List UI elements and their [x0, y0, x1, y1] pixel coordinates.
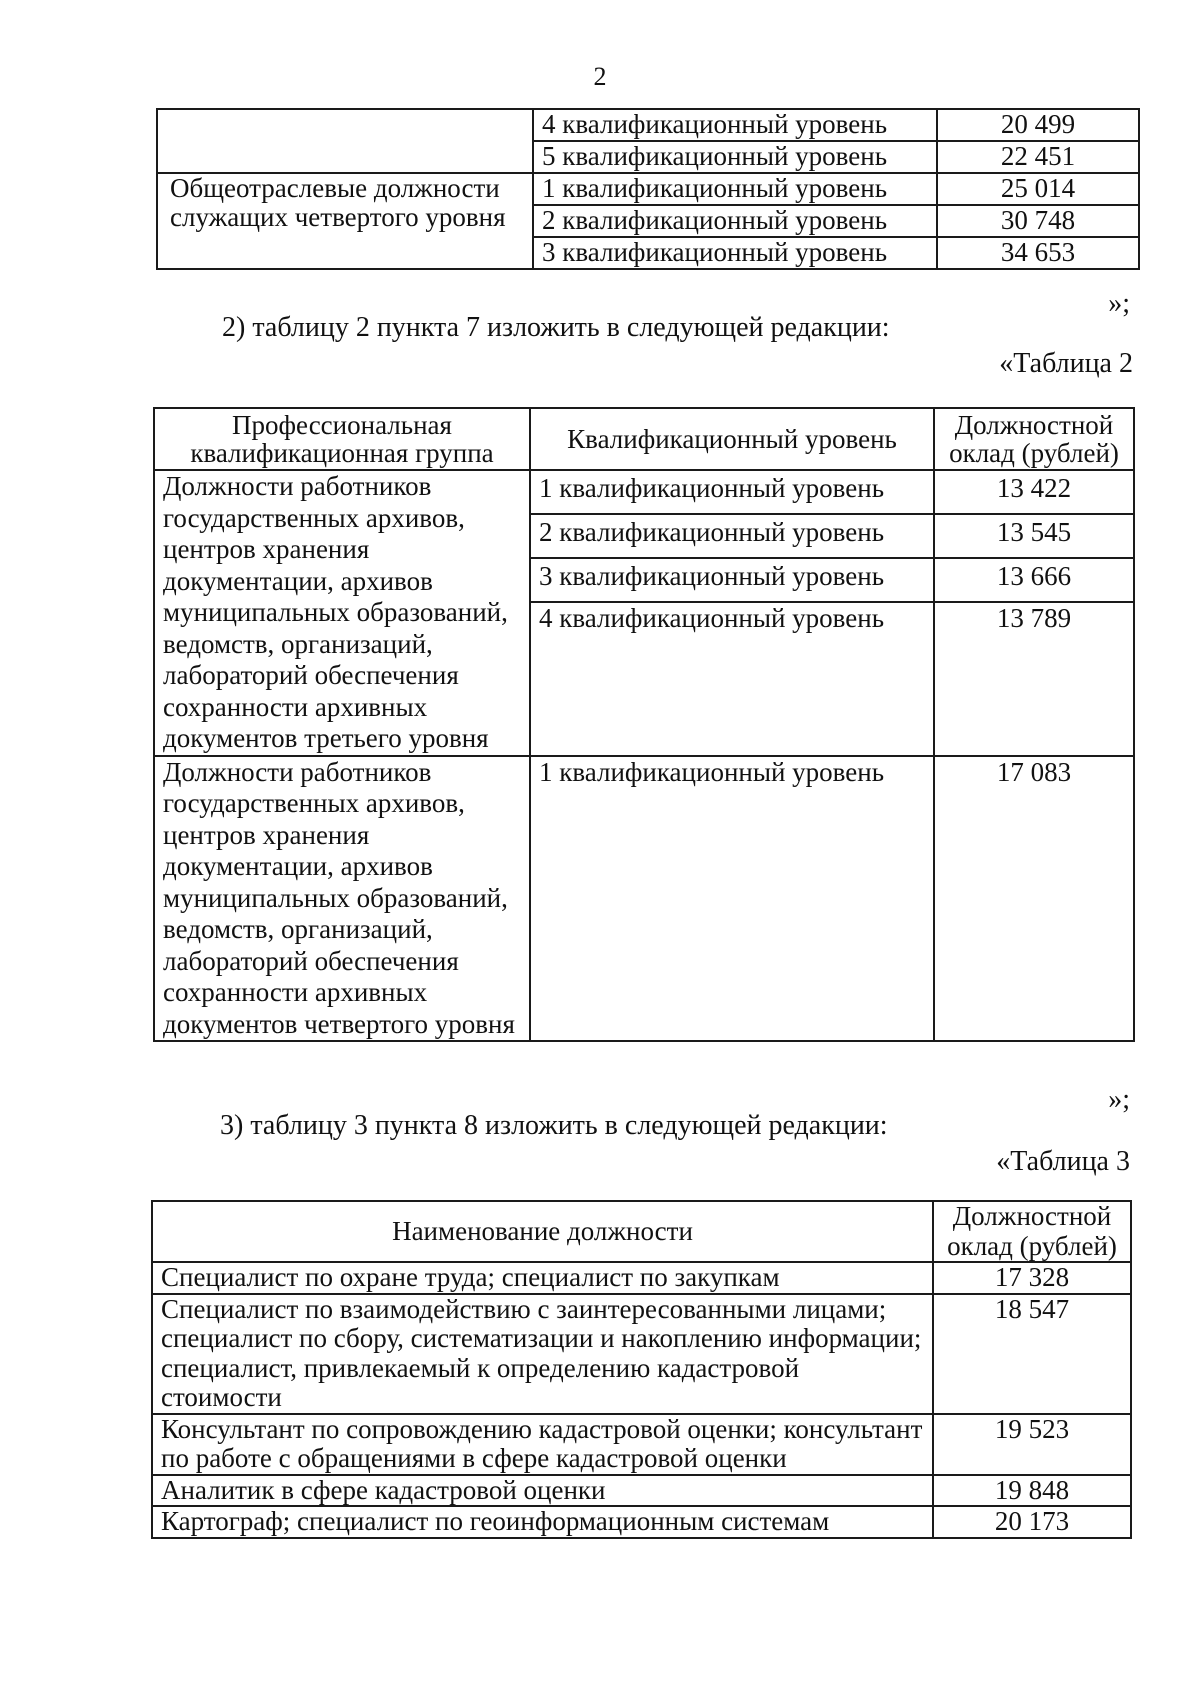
table-cell-level: 1 квалификационный уровень — [530, 756, 934, 1042]
table-cell-level: 3 квалификационный уровень — [530, 558, 934, 602]
salary-table-2 — [153, 407, 1135, 1042]
table-row — [152, 1294, 1131, 1414]
page-number: 2 — [593, 62, 607, 91]
paragraph-3: 3) таблицу 3 пункта 8 изложить в следующей редакции: — [220, 1110, 888, 1141]
table-row — [157, 173, 1139, 205]
table-row — [152, 1262, 1131, 1294]
table-cell-level: 5 квалификационный уровень — [533, 141, 937, 173]
table-cell-group: Общеотраслевые должности служащих четвертого уровня — [157, 173, 533, 269]
table-row — [154, 756, 1134, 1042]
table-cell-salary: 30 748 — [937, 205, 1139, 237]
table3-caption: «Таблица 3 — [996, 1146, 1130, 1177]
column-header-position: Наименование должности — [152, 1201, 933, 1262]
closing-quote-2: »; — [1108, 1084, 1130, 1115]
table-cell-salary: 13 789 — [934, 602, 1134, 756]
table-row — [152, 1475, 1131, 1507]
salary-table-continuation — [156, 108, 1140, 270]
table-cell-position: Картограф; специалист по геоинформационным системам — [152, 1506, 933, 1538]
table-cell-salary: 13 666 — [934, 558, 1134, 602]
table-row — [154, 470, 1134, 514]
table-cell-level: 2 квалификационный уровень — [530, 514, 934, 558]
table-cell-salary: 18 547 — [933, 1294, 1131, 1414]
table-row — [152, 1414, 1131, 1475]
table-cell-group: Должности работников государственных архивов, центров хранения документации, архивов муниципальных образований, ведомств, организаций, лабораторий обеспечения сохранности архивных документов четвертого уровня — [154, 756, 530, 1042]
column-header-level: Квалификационный уровень — [530, 408, 934, 470]
table-cell-salary: 22 451 — [937, 141, 1139, 173]
table-cell-level: 1 квалификационный уровень — [533, 173, 937, 205]
table-cell-group: Должности работников государственных архивов, центров хранения документации, архивов муниципальных образований, ведомств, организаций, лабораторий обеспечения сохранности архивных документов третьего уровня — [154, 470, 530, 756]
table-cell-position: Специалист по охране труда; специалист по закупкам — [152, 1262, 933, 1294]
table-cell-level: 2 квалификационный уровень — [533, 205, 937, 237]
table-row — [157, 109, 1139, 141]
salary-table-3 — [151, 1200, 1132, 1539]
paragraph-2: 2) таблицу 2 пункта 7 изложить в следующей редакции: — [222, 312, 890, 343]
table-header-row — [152, 1201, 1131, 1262]
closing-quote-1: »; — [1108, 288, 1130, 319]
table-row — [152, 1506, 1131, 1538]
table-cell-empty — [157, 109, 533, 173]
table-cell-salary: 20 173 — [933, 1506, 1131, 1538]
table-cell-salary: 25 014 — [937, 173, 1139, 205]
table-cell-salary: 13 545 — [934, 514, 1134, 558]
table-cell-position: Специалист по взаимодействию с заинтересованными лицами; специалист по сбору, систематизации и накоплению информации; специалист, привлекаемый к определению кадастровой стоимости — [152, 1294, 933, 1414]
table-cell-position: Консультант по сопровождению кадастровой оценки; консультант по работе с обращениями в сфере кадастровой оценки — [152, 1414, 933, 1475]
table-cell-level: 3 квалификационный уровень — [533, 237, 937, 269]
table-cell-level: 4 квалификационный уровень — [533, 109, 937, 141]
column-header-salary: Должностной оклад (рублей) — [933, 1201, 1131, 1262]
table-cell-level: 4 квалификационный уровень — [530, 602, 934, 756]
table-header-row — [154, 408, 1134, 470]
table-cell-salary: 20 499 — [937, 109, 1139, 141]
column-header-salary: Должностной оклад (рублей) — [934, 408, 1134, 470]
table-cell-salary: 17 328 — [933, 1262, 1131, 1294]
table-cell-salary: 17 083 — [934, 756, 1134, 1042]
table-cell-salary: 19 848 — [933, 1475, 1131, 1507]
table-cell-level: 1 квалификационный уровень — [530, 470, 934, 514]
table2-caption: «Таблица 2 — [999, 348, 1133, 379]
table-cell-position: Аналитик в сфере кадастровой оценки — [152, 1475, 933, 1507]
column-header-group: Профессиональная квалификационная группа — [154, 408, 530, 470]
table-cell-salary: 19 523 — [933, 1414, 1131, 1475]
table-cell-salary: 13 422 — [934, 470, 1134, 514]
table-cell-salary: 34 653 — [937, 237, 1139, 269]
